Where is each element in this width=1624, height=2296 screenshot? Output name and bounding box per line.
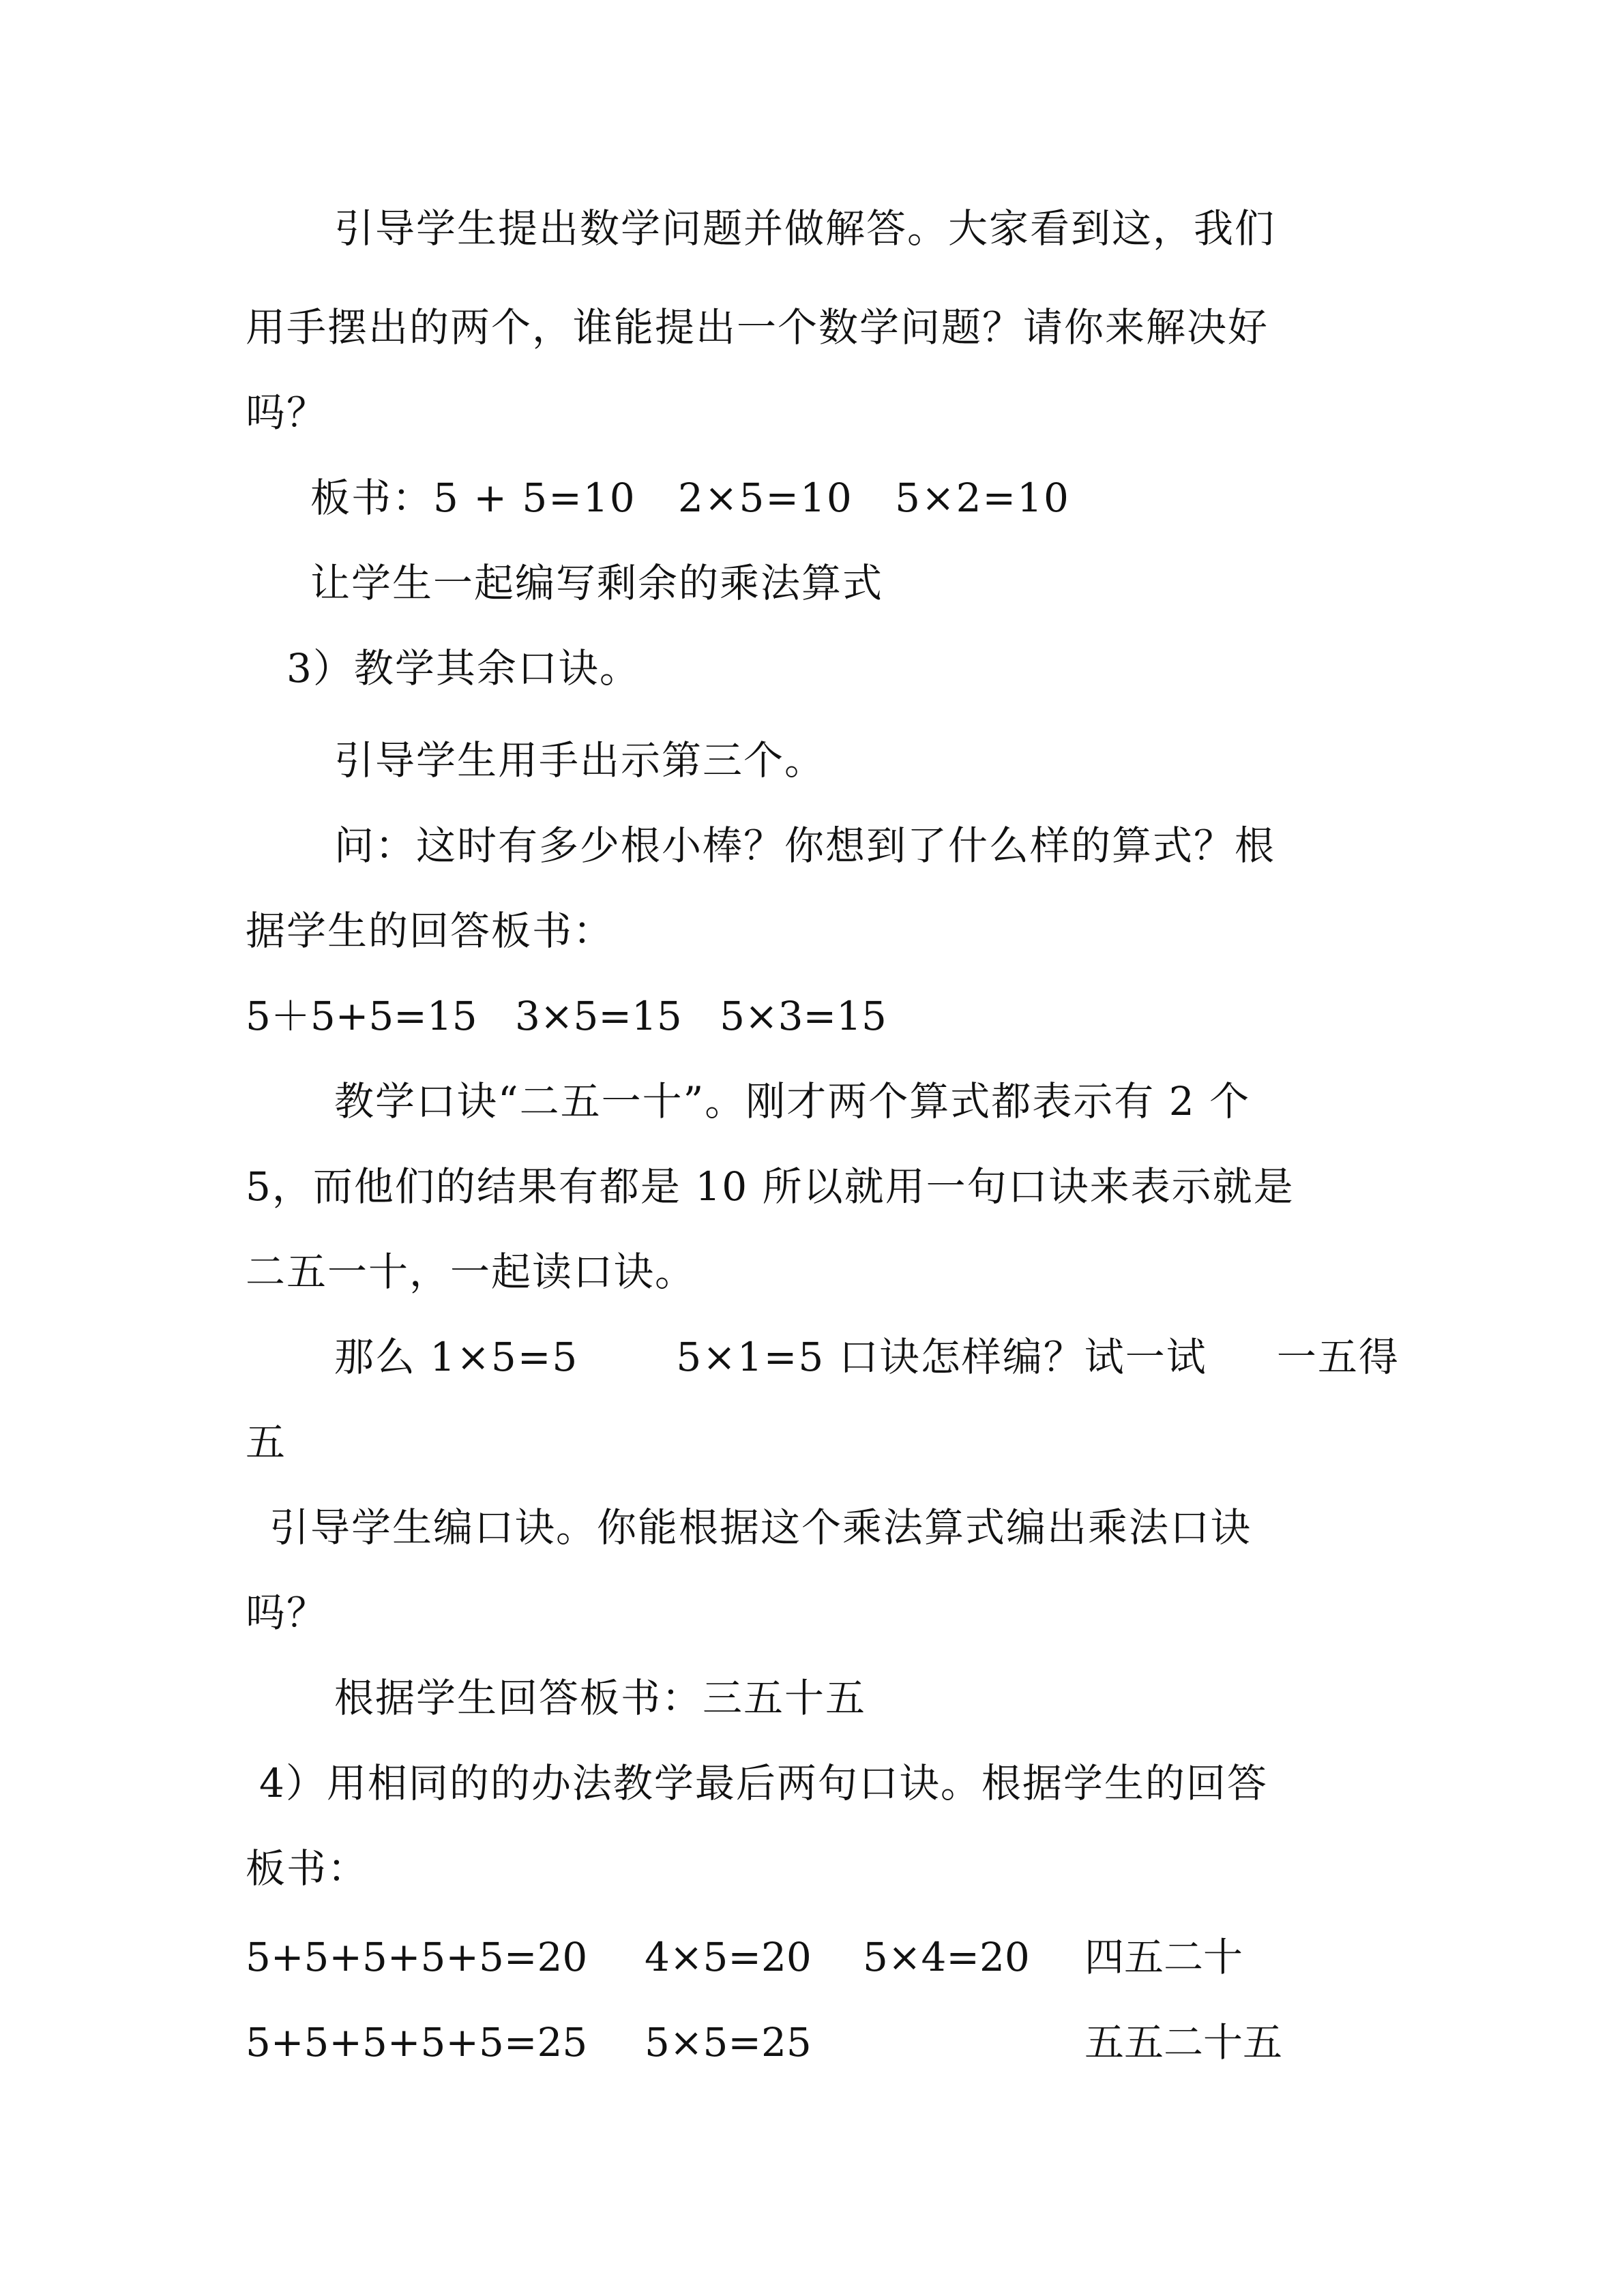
paragraph-line: 吗？ [246, 1590, 328, 1636]
equation-cell: 5+5+5+5+5=20 [246, 1934, 588, 1980]
paragraph-line: 教学口诀“二五一十”。刚才两个算式都表示有 2 个 [334, 1078, 1251, 1124]
paragraph-line: 5，而他们的结果有都是 10 所以就用一句口诀来表示就是 [246, 1163, 1295, 1210]
paragraph-line: 3）教学其余口诀。 [286, 645, 640, 691]
equation-cell: 5+5+5+5+5=25 [246, 2019, 588, 2066]
paragraph-line: 吗？ [246, 389, 328, 436]
paragraph-line: 板书： [246, 1845, 369, 1892]
paragraph-line: 问：这时有多少根小棒？你想到了什么样的算式？根 [334, 822, 1276, 869]
paragraph-line: 五 [246, 1419, 287, 1465]
equation-cell: 5×4=20 [863, 1934, 1030, 1980]
equation-cell: 四五二十 [1084, 1934, 1243, 1980]
equation-cell: 5×5=25 [645, 2019, 812, 2066]
paragraph-line: 那么 1×5=5 5×1=5 口诀怎样编？试一试 一五得 [334, 1334, 1400, 1380]
paragraph-line: 二五一十，一起读口诀。 [246, 1249, 696, 1295]
paragraph-line: 4）用相同的的办法教学最后两句口诀。根据学生的回答 [259, 1760, 1268, 1806]
paragraph-line: 根据学生回答板书：三五十五 [334, 1675, 867, 1721]
paragraph-line: 引导学生提出数学问题并做解答。大家看到这，我们 [334, 205, 1276, 252]
paragraph-line: 用手摆出的两个，谁能提出一个数学问题？请你来解决好 [246, 304, 1269, 351]
paragraph-line: 据学生的回答板书： [246, 908, 615, 954]
paragraph-line: 引导学生编口诀。你能根据这个乘法算式编出乘法口诀 [269, 1504, 1252, 1551]
paragraph-line: 让学生一起编写剩余的乘法算式 [310, 560, 884, 606]
equation-cell: 4×5=20 [645, 1934, 812, 1980]
paragraph-line: 板书：5 + 5=10 2×5=10 5×2=10 [310, 475, 1070, 521]
equation-cell: 五五二十五 [1084, 2019, 1283, 2066]
paragraph-line: 5＋5+5=15 3×5=15 5×3=15 [246, 993, 887, 1039]
paragraph-line: 引导学生用手出示第三个。 [334, 737, 826, 784]
